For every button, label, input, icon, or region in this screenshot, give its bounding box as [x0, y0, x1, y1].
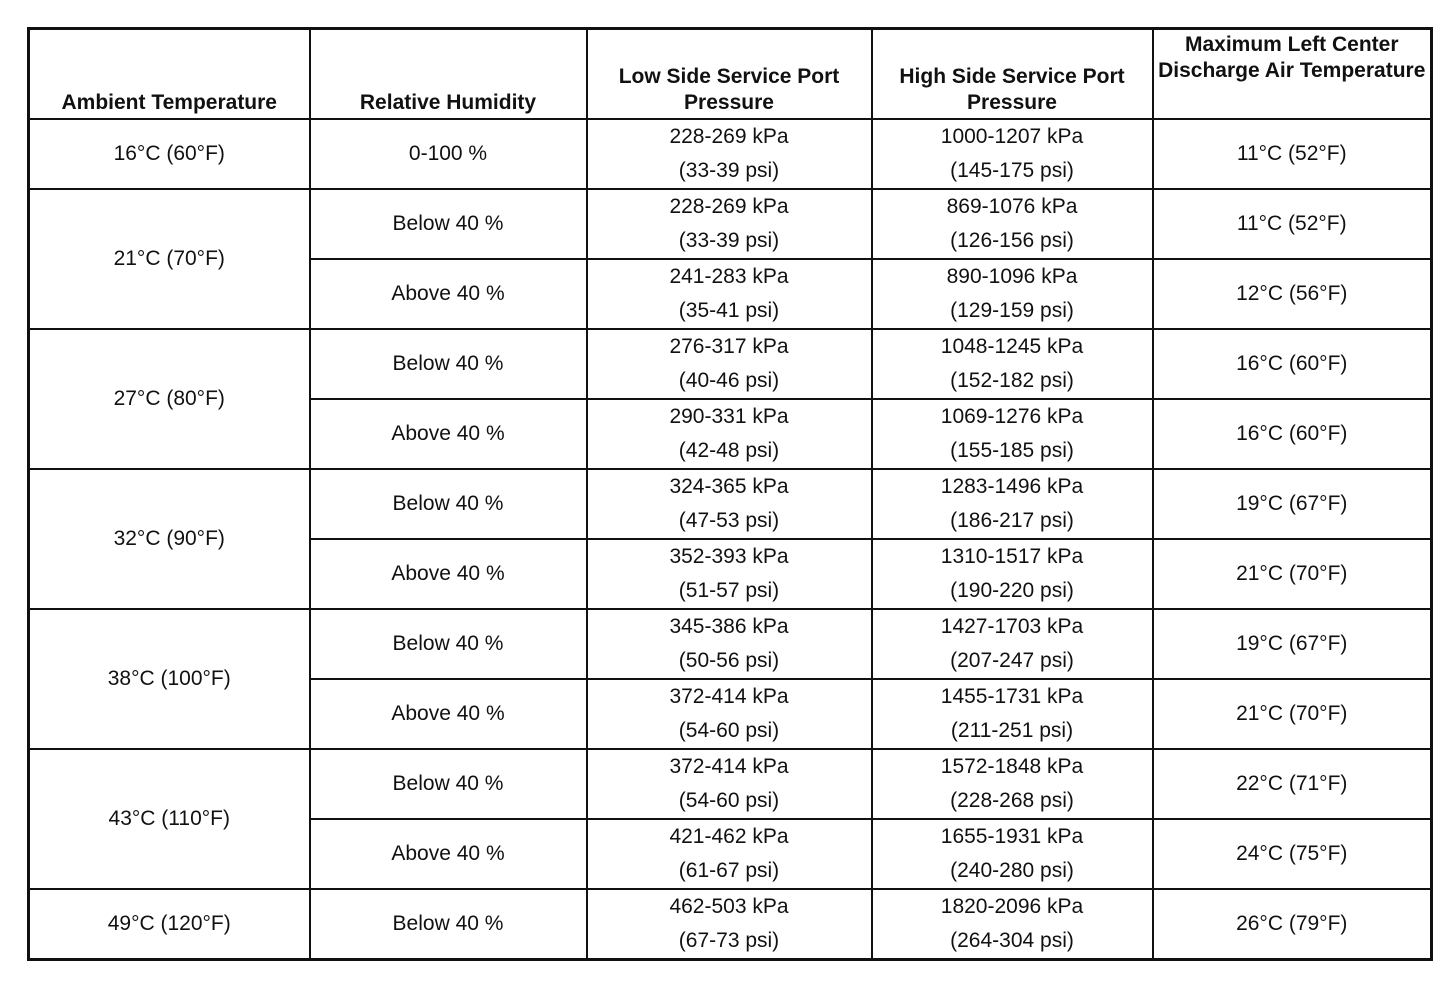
- high-side-pressure-cell: [872, 469, 1153, 539]
- high-side-psi: (240-280 psi): [950, 859, 1074, 882]
- low-side-kpa: 241-283 kPa: [669, 265, 789, 288]
- low-side-psi: (67-73 psi): [678, 929, 780, 952]
- low-side-pressure-cell: [587, 539, 872, 609]
- low-side-kpa: 228-269 kPa: [669, 195, 789, 218]
- ambient-temperature-cell: 21°C (70°F): [29, 189, 310, 329]
- header-relative-humidity: Relative Humidity: [310, 29, 587, 120]
- low-side-psi: (50-56 psi): [678, 649, 780, 672]
- low-side-psi: (33-39 psi): [678, 159, 780, 182]
- header-low-side-pressure: Low Side Service Port Pressure: [587, 29, 872, 120]
- high-side-pressure-cell: [872, 119, 1153, 189]
- low-side-kpa: 352-393 kPa: [669, 545, 789, 568]
- ambient-temperature-cell: 43°C (110°F): [29, 749, 310, 889]
- table-row: [29, 609, 1432, 679]
- header-high-side-pressure: High Side Service Port Pressure: [872, 29, 1153, 120]
- max-discharge-temperature-cell: 26°C (79°F): [1153, 889, 1432, 960]
- high-side-psi: (190-220 psi): [950, 579, 1074, 602]
- low-side-kpa: 345-386 kPa: [669, 615, 789, 638]
- max-discharge-temperature-cell: 16°C (60°F): [1153, 399, 1432, 469]
- high-side-pressure-cell: [872, 749, 1153, 819]
- low-side-kpa: 324-365 kPa: [669, 475, 789, 498]
- low-side-psi: (33-39 psi): [678, 229, 780, 252]
- relative-humidity-cell: Above 40 %: [310, 819, 587, 889]
- max-discharge-temperature-cell: 19°C (67°F): [1153, 469, 1432, 539]
- high-side-kpa: 1455-1731 kPa: [940, 685, 1084, 708]
- max-discharge-temperature-cell: 22°C (71°F): [1153, 749, 1432, 819]
- low-side-psi: (51-57 psi): [678, 579, 780, 602]
- low-side-pressure-cell: [587, 889, 872, 960]
- high-side-kpa: 1820-2096 kPa: [940, 895, 1084, 918]
- low-side-kpa: 462-503 kPa: [669, 895, 789, 918]
- high-side-psi: (152-182 psi): [950, 369, 1074, 392]
- high-side-psi: (126-156 psi): [950, 229, 1074, 252]
- high-side-pressure-cell: [872, 259, 1153, 329]
- relative-humidity-cell: Above 40 %: [310, 399, 587, 469]
- high-side-kpa: 1069-1276 kPa: [940, 405, 1084, 428]
- max-discharge-temperature-cell: 21°C (70°F): [1153, 539, 1432, 609]
- max-discharge-temperature-cell: 19°C (67°F): [1153, 609, 1432, 679]
- ambient-temperature-cell: 27°C (80°F): [29, 329, 310, 469]
- ambient-temperature-cell: 16°C (60°F): [29, 119, 310, 189]
- low-side-pressure-cell: [587, 189, 872, 259]
- low-side-psi: (61-67 psi): [678, 859, 780, 882]
- max-discharge-temperature-cell: 16°C (60°F): [1153, 329, 1432, 399]
- low-side-pressure-cell: [587, 259, 872, 329]
- low-side-psi: (54-60 psi): [678, 789, 780, 812]
- low-side-kpa: 290-331 kPa: [669, 405, 789, 428]
- relative-humidity-cell: Above 40 %: [310, 259, 587, 329]
- high-side-pressure-cell: [872, 399, 1153, 469]
- high-side-pressure-cell: [872, 819, 1153, 889]
- high-side-psi: (145-175 psi): [950, 159, 1074, 182]
- high-side-kpa: 1048-1245 kPa: [940, 335, 1084, 358]
- header-ambient-temperature: Ambient Temperature: [29, 29, 310, 120]
- low-side-pressure-cell: [587, 679, 872, 749]
- low-side-pressure-cell: [587, 609, 872, 679]
- table-body: [29, 119, 1432, 960]
- low-side-psi: (54-60 psi): [678, 719, 780, 742]
- low-side-psi: (47-53 psi): [678, 509, 780, 532]
- max-discharge-temperature-cell: 11°C (52°F): [1153, 119, 1432, 189]
- table-row: [29, 469, 1432, 539]
- relative-humidity-cell: Below 40 %: [310, 329, 587, 399]
- high-side-pressure-cell: [872, 679, 1153, 749]
- high-side-kpa: 890-1096 kPa: [946, 265, 1078, 288]
- high-side-kpa: 1572-1848 kPa: [940, 755, 1084, 778]
- relative-humidity-cell: Below 40 %: [310, 889, 587, 960]
- pressure-table-container: [27, 27, 1433, 961]
- low-side-psi: (35-41 psi): [678, 299, 780, 322]
- table-row: [29, 189, 1432, 259]
- table-row: [29, 749, 1432, 819]
- high-side-psi: (155-185 psi): [950, 439, 1074, 462]
- high-side-kpa: 1000-1207 kPa: [940, 125, 1084, 148]
- relative-humidity-cell: Above 40 %: [310, 539, 587, 609]
- low-side-kpa: 228-269 kPa: [669, 125, 789, 148]
- table-row: [29, 119, 1432, 189]
- high-side-psi: (228-268 psi): [950, 789, 1074, 812]
- low-side-pressure-cell: [587, 119, 872, 189]
- ambient-temperature-cell: 38°C (100°F): [29, 609, 310, 749]
- low-side-kpa: 372-414 kPa: [669, 685, 789, 708]
- low-side-psi: (40-46 psi): [678, 369, 780, 392]
- high-side-psi: (264-304 psi): [950, 929, 1074, 952]
- low-side-pressure-cell: [587, 329, 872, 399]
- high-side-kpa: 1310-1517 kPa: [940, 545, 1084, 568]
- high-side-pressure-cell: [872, 539, 1153, 609]
- low-side-kpa: 372-414 kPa: [669, 755, 789, 778]
- low-side-pressure-cell: [587, 749, 872, 819]
- relative-humidity-cell: Below 40 %: [310, 469, 587, 539]
- high-side-kpa: 869-1076 kPa: [946, 195, 1078, 218]
- table-row: [29, 329, 1432, 399]
- max-discharge-temperature-cell: 21°C (70°F): [1153, 679, 1432, 749]
- ac-performance-table: [27, 27, 1433, 961]
- max-discharge-temperature-cell: 24°C (75°F): [1153, 819, 1432, 889]
- low-side-kpa: 276-317 kPa: [669, 335, 789, 358]
- relative-humidity-cell: Below 40 %: [310, 189, 587, 259]
- ambient-temperature-cell: 32°C (90°F): [29, 469, 310, 609]
- high-side-psi: (207-247 psi): [950, 649, 1074, 672]
- low-side-pressure-cell: [587, 399, 872, 469]
- ambient-temperature-cell: 49°C (120°F): [29, 889, 310, 960]
- low-side-pressure-cell: [587, 819, 872, 889]
- table-row: [29, 889, 1432, 960]
- high-side-pressure-cell: [872, 889, 1153, 960]
- high-side-pressure-cell: [872, 189, 1153, 259]
- low-side-pressure-cell: [587, 469, 872, 539]
- relative-humidity-cell: 0-100 %: [310, 119, 587, 189]
- relative-humidity-cell: Below 40 %: [310, 749, 587, 819]
- header-max-discharge-temperature: Maximum Left Center Discharge Air Temperature: [1153, 29, 1432, 120]
- max-discharge-temperature-cell: 11°C (52°F): [1153, 189, 1432, 259]
- high-side-pressure-cell: [872, 329, 1153, 399]
- relative-humidity-cell: Above 40 %: [310, 679, 587, 749]
- header-row: [29, 29, 1432, 120]
- high-side-pressure-cell: [872, 609, 1153, 679]
- relative-humidity-cell: Below 40 %: [310, 609, 587, 679]
- high-side-kpa: 1427-1703 kPa: [940, 615, 1084, 638]
- high-side-psi: (186-217 psi): [950, 509, 1074, 532]
- max-discharge-temperature-cell: 12°C (56°F): [1153, 259, 1432, 329]
- high-side-psi: (211-251 psi): [950, 719, 1074, 742]
- low-side-psi: (42-48 psi): [678, 439, 780, 462]
- high-side-kpa: 1283-1496 kPa: [940, 475, 1084, 498]
- high-side-kpa: 1655-1931 kPa: [940, 825, 1084, 848]
- low-side-kpa: 421-462 kPa: [669, 825, 789, 848]
- high-side-psi: (129-159 psi): [950, 299, 1074, 322]
